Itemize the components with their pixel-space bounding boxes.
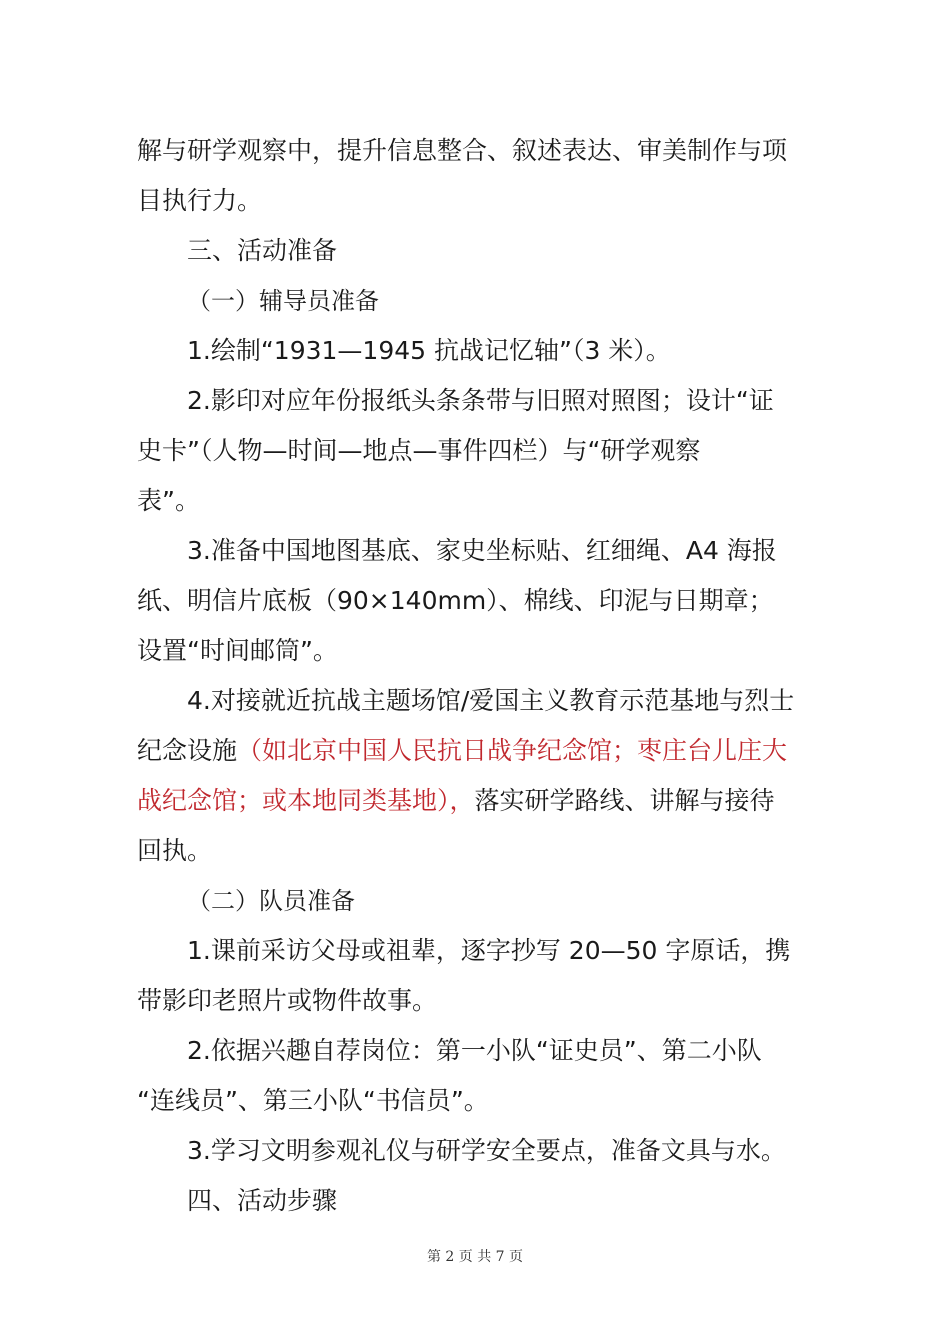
- list-item: 3.学习文明参观礼仪与研学安全要点，准备文具与水。: [187, 1136, 786, 1165]
- paragraph-line: 纸、明信片底板（90×140mm）、棉线、印泥与日期章；: [137, 586, 774, 615]
- list-item: 1.绘制“1931—1945 抗战记忆轴”（3 米）。: [187, 336, 671, 365]
- text-segment: 落实研学路线、讲解与接待: [474, 786, 775, 815]
- paragraph-line: [137, 726, 817, 776]
- subsection-heading: （二）队员准备: [187, 887, 355, 915]
- paragraph-line: 设置“时间邮筒”。: [137, 636, 338, 665]
- paragraph-line: [137, 776, 817, 826]
- highlighted-text: 战纪念馆；或本地同类基地），: [137, 786, 475, 815]
- text-segment: 纪念设施: [137, 736, 238, 765]
- highlighted-text: （如北京中国人民抗日战争纪念馆；枣庄台儿庄大: [237, 736, 788, 765]
- paragraph-line: “连线员”、第三小队“书信员”。: [137, 1086, 489, 1115]
- paragraph-line: 目执行力。: [137, 186, 263, 215]
- list-item: 1.课前采访父母或祖辈，逐字抄写 20—50 字原话，携: [187, 936, 791, 965]
- paragraph-line: 回执。: [137, 836, 213, 865]
- list-item: 4.对接就近抗战主题场馆/爱国主义教育示范基地与烈士: [187, 686, 795, 715]
- list-item: 2.影印对应年份报纸头条条带与旧照对照图；设计“证: [187, 386, 774, 415]
- document-body: [137, 126, 817, 1226]
- paragraph-line: 解与研学观察中，提升信息整合、叙述表达、审美制作与项: [137, 136, 788, 165]
- subsection-heading: （一）辅导员准备: [187, 287, 379, 315]
- paragraph-line: 史卡”（人物—时间—地点—事件四栏）与“研学观察: [137, 436, 701, 465]
- paragraph-line: 带影印老照片或物件故事。: [137, 986, 438, 1015]
- list-item: 2.依据兴趣自荐岗位：第一小队“证史员”、第二小队: [187, 1036, 762, 1065]
- paragraph-line: 表”。: [137, 486, 200, 515]
- section-heading: 四、活动步骤: [187, 1186, 338, 1215]
- list-item: 3.准备中国地图基底、家史坐标贴、红细绳、A4 海报: [187, 536, 777, 565]
- page-footer: 第 2 页 共 7 页: [426, 1249, 524, 1265]
- section-heading: 三、活动准备: [187, 236, 338, 265]
